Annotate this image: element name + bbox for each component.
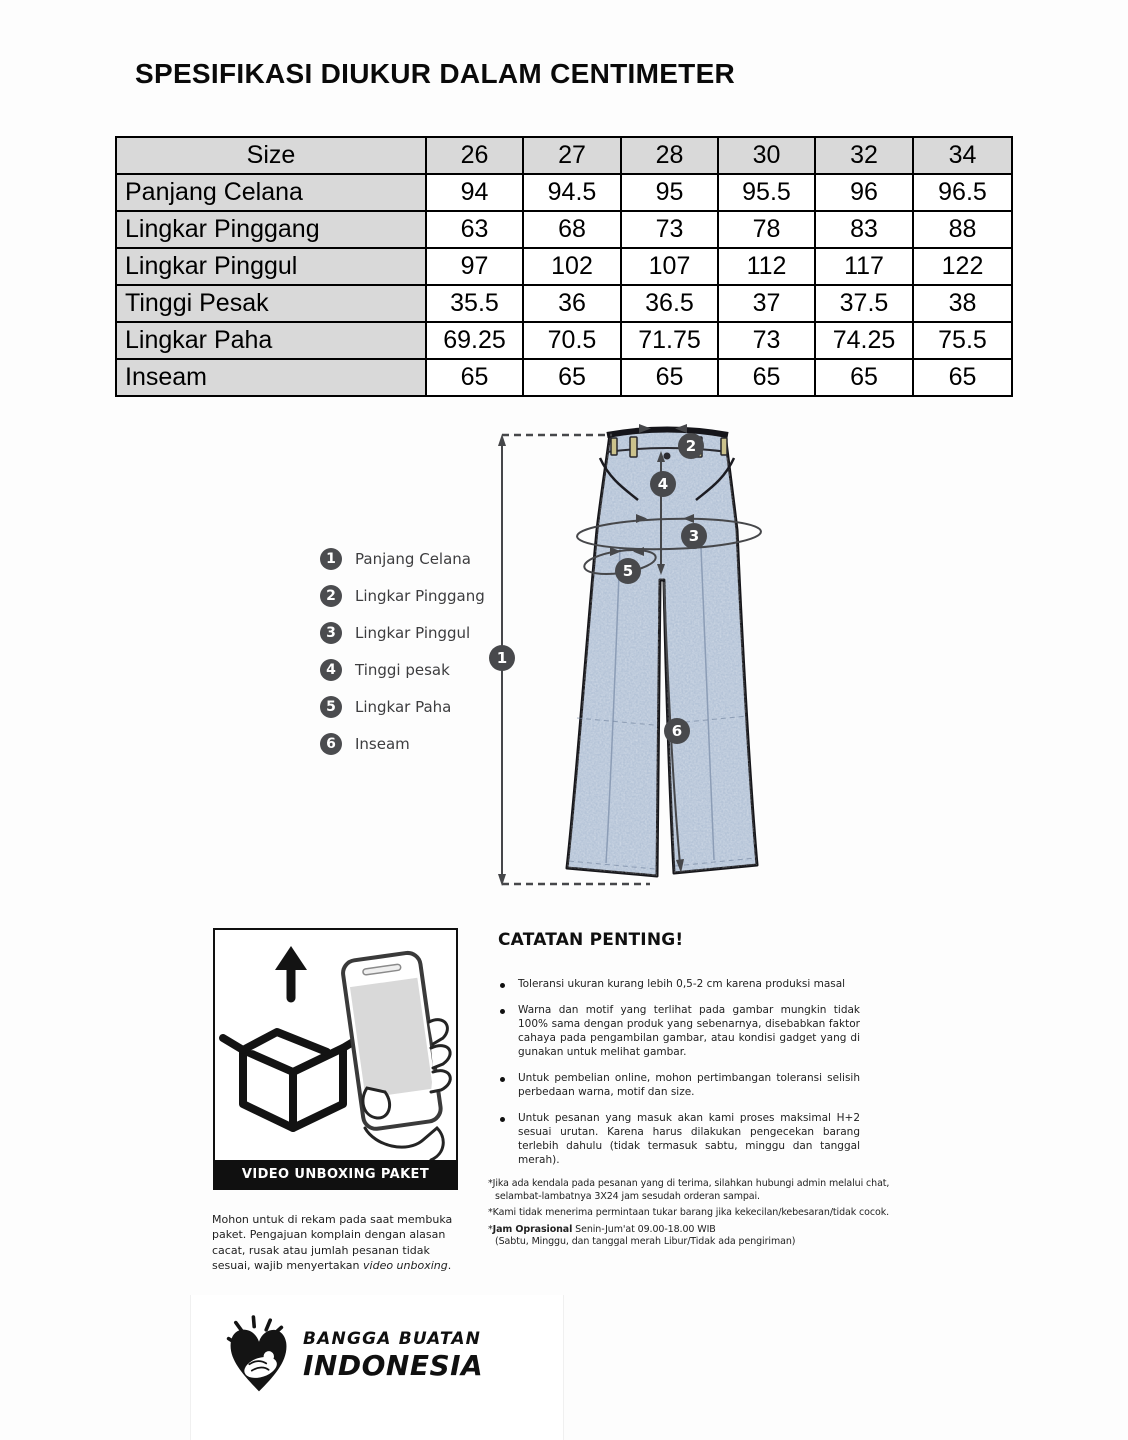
spec-value-cell: 36 [523,285,621,322]
bullet-dot-icon [500,1117,505,1122]
spec-value-cell: 71.75 [621,322,718,359]
footnote-line: *Jika ada kendala pada pesanan yang di terima, silahkan hubungi admin melalui chat, [488,1178,890,1189]
spec-value-cell: 83 [815,211,913,248]
footnote [488,1178,938,1203]
size-header-cell: 34 [913,137,1012,174]
spec-label-cell: Lingkar Pinggul [116,248,426,285]
note-bullet-text: Untuk pembelian online, mohon pertimbangan toleransi selisih perbedaan warna, motif dan size. [518,1071,860,1098]
spec-value-cell: 122 [913,248,1012,285]
spec-value-cell: 74.25 [815,322,913,359]
spec-label-cell: Panjang Celana [116,174,426,211]
note-bullet [498,1112,860,1168]
measurement-legend [320,540,485,762]
footer-logo-card [190,1295,564,1440]
svg-text:4: 4 [657,475,669,493]
legend-item [320,688,485,725]
legend-item [320,540,485,577]
fly-button [664,453,671,460]
pants-diagram [480,418,820,898]
footnote [488,1207,938,1220]
size-col-header: Size [116,137,426,174]
pants-illustration [480,418,820,898]
spec-value-cell: 96.5 [913,174,1012,211]
bullet-dot-icon [500,1009,505,1014]
spec-value-cell: 35.5 [426,285,523,322]
legend-item [320,725,485,762]
table-row [116,359,1012,396]
footnote-line: *Kami tidak menerima permintaan tukar barang jika kekecilan/kebesaran/tidak cocok. [488,1207,890,1219]
footnote-line: (Sabtu, Minggu, dan tanggal merah Libur/Tidak ada pengiriman) [495,1236,796,1248]
svg-text:2: 2 [685,437,697,455]
spec-value-cell: 96 [815,174,913,211]
spec-value-cell: 112 [718,248,815,285]
legend-label: Tinggi pesak [355,660,450,679]
size-header-cell: 27 [523,137,621,174]
note-bullet-text: Toleransi ukuran kurang lebih 0,5-2 cm karena produksi masal [518,978,846,990]
note-bullet-text: Untuk pesanan yang masuk akan kami proses maksimal H+2 sesuai urutan. Karena harus dilakukan pengecekan barang terlebih dahulu (tidak termasuk sabtu, minggu dan tanggal merah). [518,1111,860,1166]
unboxing-note: Mohon untuk di rekam pada saat membuka paket. Pengajuan komplain dengan alasan cacat, rusak atau jumlah pesanan tidak sesuai, wajib menyertakan video unboxing. [212,1213,453,1273]
note-bullet-text: Warna dan motif yang terlihat pada gambar mungkin tidak 100% sama dengan produk yang sebenarnya, disebabkan faktor cahaya pada pengambilan gambar, atau kondisi gadget yang di gunakan untuk melihat gambar. [518,1003,860,1058]
page-title: SPESIFIKASI DIUKUR DALAM CENTIMETER [135,58,736,89]
footnotes [488,1178,938,1253]
video-unboxing-card [213,928,458,1190]
spec-value-cell: 107 [621,248,718,285]
spec-value-cell: 73 [621,211,718,248]
footnote [488,1224,938,1249]
unboxing-illustration-icon [215,932,456,1160]
logo-line-2: INDONESIA [303,1349,484,1382]
legend-label: Lingkar Pinggang [355,586,485,605]
spec-value-cell: 65 [718,359,815,396]
legend-label: Inseam [355,734,410,753]
bangga-buatan-heart-icon [219,1309,299,1405]
spec-value-cell: 68 [523,211,621,248]
spec-label-cell: Inseam [116,359,426,396]
spec-value-cell: 65 [523,359,621,396]
important-notes [498,930,860,1179]
spec-value-cell: 63 [426,211,523,248]
svg-text:1: 1 [496,649,508,667]
note-bullet [498,1004,860,1060]
size-header-cell: 32 [815,137,913,174]
note-bullet [498,1072,860,1100]
spec-value-cell: 94.5 [523,174,621,211]
spec-value-cell: 65 [815,359,913,396]
spec-value-cell: 94 [426,174,523,211]
logo-line-1: BANGGA BUATAN [303,1329,482,1349]
table-row [116,174,1012,211]
spec-value-cell: 37.5 [815,285,913,322]
footnote-line: *Jam Oprasional Senin-Jum'at 09.00-18.00 WIB [488,1223,716,1235]
spec-value-cell: 65 [621,359,718,396]
spec-value-cell: 38 [913,285,1012,322]
spec-label-cell: Lingkar Pinggang [116,211,426,248]
spec-label-cell: Lingkar Paha [116,322,426,359]
legend-label: Lingkar Pinggul [355,623,471,642]
spec-value-cell: 37 [718,285,815,322]
footer-logo-text [303,1329,483,1382]
legend-number-badge: 1 [320,548,342,570]
phone-icon [341,951,442,1130]
svg-text:5: 5 [622,562,634,580]
spec-value-cell: 88 [913,211,1012,248]
legend-label: Panjang Celana [355,549,471,568]
legend-number-badge: 4 [320,659,342,681]
spec-value-cell: 75.5 [913,322,1012,359]
spec-value-cell: 78 [718,211,815,248]
spec-value-cell: 73 [718,322,815,359]
bullet-dot-icon [500,983,505,988]
box-icon [223,1032,363,1128]
table-row [116,248,1012,285]
notes-heading: CATATAN PENTING! [498,930,684,950]
spec-value-cell: 102 [523,248,621,285]
legend-number-badge: 3 [320,622,342,644]
size-table-header-row [116,137,1012,174]
spec-value-cell: 95.5 [718,174,815,211]
table-row [116,322,1012,359]
legend-item [320,651,485,688]
note-bullet [498,978,860,992]
spec-label-cell: Tinggi Pesak [116,285,426,322]
size-header-cell: 26 [426,137,523,174]
legend-item [320,577,485,614]
spec-value-cell: 65 [426,359,523,396]
legend-item [320,614,485,651]
spec-value-cell: 70.5 [523,322,621,359]
legend-number-badge: 5 [320,696,342,718]
spec-value-cell: 69.25 [426,322,523,359]
spec-value-cell: 36.5 [621,285,718,322]
size-header-cell: 28 [621,137,718,174]
legend-label: Lingkar Paha [355,697,452,716]
svg-text:6: 6 [671,722,683,740]
table-row [116,211,1012,248]
spec-value-cell: 97 [426,248,523,285]
table-row [116,285,1012,322]
legend-number-badge: 6 [320,733,342,755]
spec-value-cell: 65 [913,359,1012,396]
spec-value-cell: 95 [621,174,718,211]
spec-value-cell: 117 [815,248,913,285]
legend-number-badge: 2 [320,585,342,607]
unboxing-banner: VIDEO UNBOXING PAKET [215,1160,456,1188]
bullet-dot-icon [500,1077,505,1082]
size-table [115,136,1013,397]
footnote-line: selambat-lambatnya 3X24 jam sesudah orderan sampai. [495,1190,760,1202]
size-header-cell: 30 [718,137,815,174]
svg-text:3: 3 [688,527,700,545]
